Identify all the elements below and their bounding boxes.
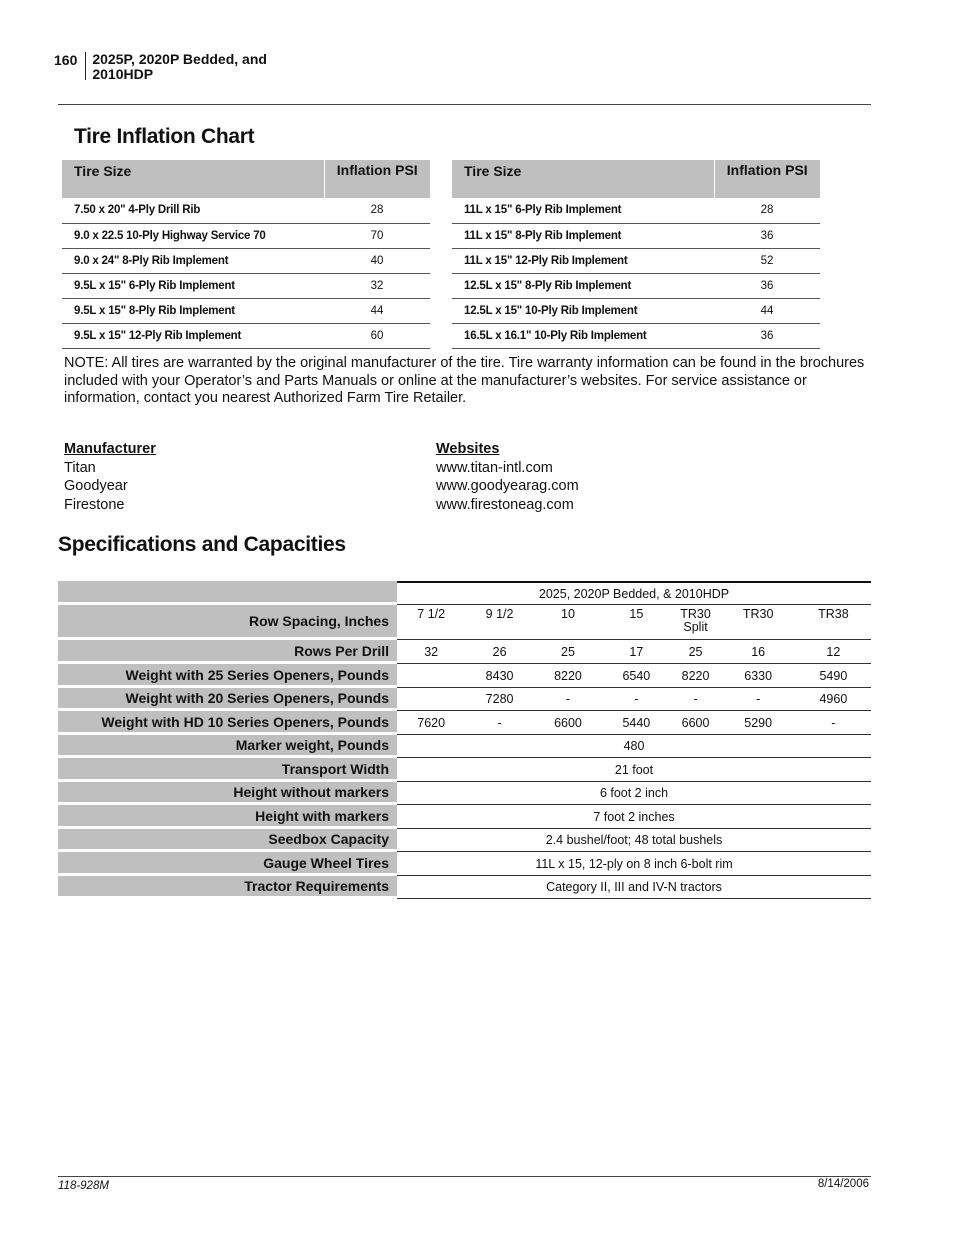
table-row bbox=[62, 273, 430, 298]
spec-value: 8220 bbox=[534, 664, 602, 688]
table-row bbox=[62, 223, 430, 248]
tire-chart-title: Tire Inflation Chart bbox=[74, 125, 255, 148]
tire-size: 11L x 15" 12-Ply Rib Implement bbox=[452, 248, 714, 273]
spec-value bbox=[397, 664, 465, 688]
tire-psi: 32 bbox=[324, 273, 430, 298]
table-row bbox=[58, 581, 871, 605]
header-rule bbox=[58, 104, 871, 105]
spec-value: 7 1/2 bbox=[397, 605, 465, 640]
tire-psi: 44 bbox=[714, 298, 820, 323]
table-row bbox=[58, 876, 871, 899]
table-row bbox=[58, 805, 871, 829]
table-row bbox=[58, 664, 871, 688]
spec-value: 7 foot 2 inches bbox=[397, 805, 871, 829]
manufacturer-column bbox=[64, 440, 156, 514]
footer-date: 8/14/2006 bbox=[817, 1178, 869, 1190]
spec-label: Weight with HD 10 Series Openers, Pounds bbox=[58, 711, 397, 735]
tire-psi: 40 bbox=[324, 248, 430, 273]
spec-value: 17 bbox=[602, 640, 670, 664]
table-row bbox=[58, 640, 871, 664]
table-row bbox=[62, 198, 430, 223]
manufacturer-name: Goodyear bbox=[64, 478, 128, 494]
specs-table bbox=[58, 581, 871, 899]
spec-value: Category II, III and IV-N tractors bbox=[397, 876, 871, 899]
specs-title: Specifications and Capacities bbox=[58, 533, 346, 556]
website-link[interactable]: www.firestoneag.com bbox=[436, 496, 574, 513]
footer-rule bbox=[58, 1176, 871, 1177]
spec-value: 5290 bbox=[721, 711, 796, 735]
spec-value: 10 bbox=[534, 605, 602, 640]
table-row bbox=[62, 248, 430, 273]
tire-psi: 70 bbox=[324, 223, 430, 248]
tire-psi: 28 bbox=[714, 198, 820, 223]
table-row bbox=[452, 248, 820, 273]
websites-heading: Websites bbox=[436, 441, 500, 457]
spec-value: 15 bbox=[602, 605, 670, 640]
tire-psi: 36 bbox=[714, 323, 820, 348]
website-link[interactable]: www.goodyearag.com bbox=[436, 478, 579, 494]
spec-value: 16 bbox=[721, 640, 796, 664]
manufacturer-name: Titan bbox=[64, 459, 96, 476]
spec-value: 8220 bbox=[671, 664, 721, 688]
spec-label: Transport Width bbox=[58, 758, 397, 782]
tire-size: 9.0 x 22.5 10-Ply Highway Service 70 bbox=[62, 223, 324, 248]
header-title: 2025P, 2020P Bedded, and 2010HDP bbox=[92, 51, 267, 82]
col-tire-size: Tire Size bbox=[62, 160, 324, 198]
spec-value: 480 bbox=[397, 735, 871, 758]
spec-value: 6540 bbox=[602, 664, 670, 688]
spec-label: Gauge Wheel Tires bbox=[58, 852, 397, 876]
tire-psi: 28 bbox=[324, 198, 430, 223]
tire-psi: 36 bbox=[714, 273, 820, 298]
warranty-note: NOTE: All tires are warranted by the original manufacturer of the tire. Tire warranty information can be found in the brochures included with your Operator’s and Parts Manuals or online at the manufacturer’s websites. For service assistance or information, contact you nearest Authorized Farm Tire Retailer. bbox=[64, 355, 865, 406]
spec-value: 12 bbox=[796, 640, 871, 664]
tire-size: 9.5L x 15" 12-Ply Rib Implement bbox=[62, 323, 324, 348]
table-row bbox=[58, 735, 871, 758]
manufacturer-name: Firestone bbox=[64, 496, 125, 513]
spec-value: - bbox=[534, 688, 602, 711]
website-link[interactable]: www.titan-intl.com bbox=[436, 459, 553, 476]
spec-value: 21 foot bbox=[397, 758, 871, 782]
spec-value: 26 bbox=[465, 640, 533, 664]
spec-value: 4960 bbox=[796, 688, 871, 711]
col-tire-size: Tire Size bbox=[452, 160, 714, 198]
part-number: 118-928M bbox=[58, 1180, 109, 1192]
spec-value: 8430 bbox=[465, 664, 533, 688]
table-row bbox=[58, 758, 871, 782]
tire-table-right bbox=[452, 160, 820, 349]
spec-label: Row Spacing, Inches bbox=[58, 605, 397, 640]
tire-size: 11L x 15" 6-Ply Rib Implement bbox=[452, 198, 714, 223]
table-row bbox=[452, 223, 820, 248]
spec-value: 9 1/2 bbox=[465, 605, 533, 640]
spec-value: 7620 bbox=[397, 711, 465, 735]
spec-value: 6 foot 2 inch bbox=[397, 782, 871, 805]
table-row bbox=[452, 323, 820, 348]
website-column bbox=[436, 440, 579, 514]
tire-psi: 44 bbox=[324, 298, 430, 323]
table-row bbox=[58, 605, 871, 640]
spec-label: Weight with 25 Series Openers, Pounds bbox=[58, 664, 397, 688]
spec-label: Height without markers bbox=[58, 782, 397, 805]
spec-value: 2.4 bushel/foot; 48 total bushels bbox=[397, 829, 871, 852]
table-row bbox=[452, 273, 820, 298]
tire-psi: 36 bbox=[714, 223, 820, 248]
spec-value: - bbox=[671, 688, 721, 711]
tire-size: 9.5L x 15" 6-Ply Rib Implement bbox=[62, 273, 324, 298]
page-number: 160 bbox=[54, 52, 86, 80]
table-row bbox=[62, 298, 430, 323]
col-inflation-psi: Inflation PSI bbox=[714, 160, 820, 198]
spec-label: Marker weight, Pounds bbox=[58, 735, 397, 758]
spec-value: 6330 bbox=[721, 664, 796, 688]
table-row bbox=[58, 829, 871, 852]
spec-value: - bbox=[602, 688, 670, 711]
spec-value: 6600 bbox=[671, 711, 721, 735]
tire-size: 9.0 x 24" 8-Ply Rib Implement bbox=[62, 248, 324, 273]
tire-size: 7.50 x 20" 4-Ply Drill Rib bbox=[62, 198, 324, 223]
spec-value: 5440 bbox=[602, 711, 670, 735]
col-inflation-psi: Inflation PSI bbox=[324, 160, 430, 198]
spec-label: Tractor Requirements bbox=[58, 876, 397, 899]
tire-size: 9.5L x 15" 8-Ply Rib Implement bbox=[62, 298, 324, 323]
manufacturer-heading: Manufacturer bbox=[64, 441, 156, 457]
table-row bbox=[452, 298, 820, 323]
table-row bbox=[62, 323, 430, 348]
spec-value: 32 bbox=[397, 640, 465, 664]
spec-label: Weight with 20 Series Openers, Pounds bbox=[58, 688, 397, 711]
tire-size: 11L x 15" 8-Ply Rib Implement bbox=[452, 223, 714, 248]
spec-label-blank bbox=[58, 581, 397, 605]
spec-value bbox=[397, 688, 465, 711]
spec-value: TR30 bbox=[721, 605, 796, 640]
table-row bbox=[58, 688, 871, 711]
page-header bbox=[54, 52, 312, 82]
table-row bbox=[452, 198, 820, 223]
spec-value: TR30 Split bbox=[671, 605, 721, 640]
spec-value: 7280 bbox=[465, 688, 533, 711]
spec-label: Rows Per Drill bbox=[58, 640, 397, 664]
spec-value: 5490 bbox=[796, 664, 871, 688]
spec-value: - bbox=[465, 711, 533, 735]
tire-size: 12.5L x 15" 10-Ply Rib Implement bbox=[452, 298, 714, 323]
table-row bbox=[58, 852, 871, 876]
spec-value: 11L x 15, 12-ply on 8 inch 6-bolt rim bbox=[397, 852, 871, 876]
spec-value: TR38 bbox=[796, 605, 871, 640]
table-row bbox=[58, 711, 871, 735]
tire-psi: 60 bbox=[324, 323, 430, 348]
tire-psi: 52 bbox=[714, 248, 820, 273]
spec-value: 25 bbox=[534, 640, 602, 664]
tire-size: 16.5L x 16.1" 10-Ply Rib Implement bbox=[452, 323, 714, 348]
spec-label: Height with markers bbox=[58, 805, 397, 829]
spec-value: 6600 bbox=[534, 711, 602, 735]
tire-table-left bbox=[62, 160, 430, 349]
spec-label: Seedbox Capacity bbox=[58, 829, 397, 852]
spec-value: - bbox=[721, 688, 796, 711]
table-row bbox=[58, 782, 871, 805]
tire-size: 12.5L x 15" 8-Ply Rib Implement bbox=[452, 273, 714, 298]
spec-value: 25 bbox=[671, 640, 721, 664]
spec-value: - bbox=[796, 711, 871, 735]
model-header: 2025, 2020P Bedded, & 2010HDP bbox=[397, 581, 871, 605]
